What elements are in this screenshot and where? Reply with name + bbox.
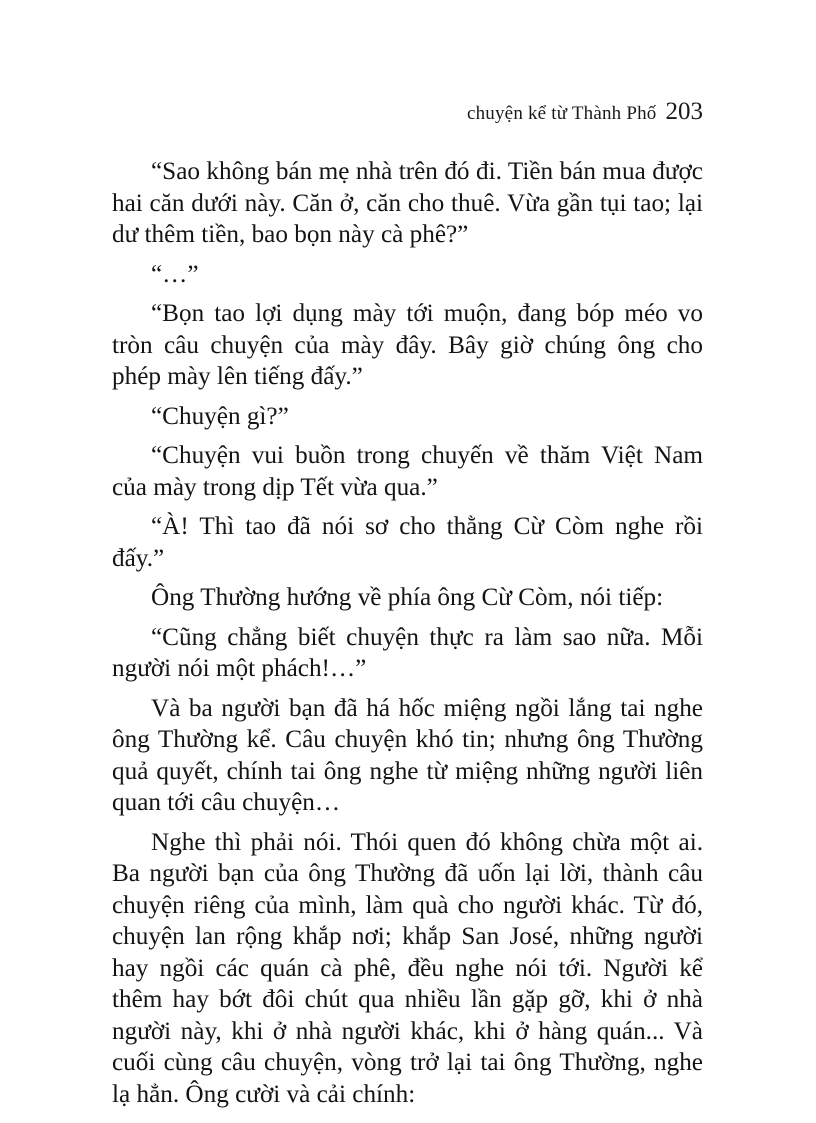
paragraph: Ông Thường hướng về phía ông Cừ Còm, nói tiếp: bbox=[151, 584, 664, 611]
paragraph: “Chuyện vui buồn trong chuyến về thăm Việt Nam của mày trong dịp Tết vừa qua.” bbox=[112, 442, 703, 501]
paragraph: “À! Thì tao đã nói sơ cho thằng Cừ Còm nghe rồi đấy.” bbox=[112, 513, 703, 572]
paragraph: “Chuyện gì?” bbox=[151, 402, 289, 430]
paragraph: “…” bbox=[151, 260, 199, 288]
paragraph: “Cũng chẳng biết chuyện thực ra làm sao nữa. Mỗi người nói một phách!…” bbox=[112, 623, 703, 682]
paragraph: “Sao không bán mẹ nhà trên đó đi. Tiền bán mua được hai căn dưới này. Căn ở, căn cho thuê. Vừa gần tụi tao; lại dư thêm tiền, bao bọn này cà phê?” bbox=[112, 158, 703, 248]
paragraph: Nghe thì phải nói. Thói quen đó không chừa một ai. Ba người bạn của ông Thường đã uốn lại lời, thành câu chuyện riêng của mình, làm quà cho người khác. Từ đó, chuyện lan rộng khắp nơi; khắp San José, những người hay ngồi các quán cà phê, đều nghe nói tới. Người kể thêm hay bớt đôi chút qua nhiều lần gặp gỡ, khi ở nhà người này, khi ở nhà người khác, khi ở hàng quán... Và cuối cùng câu chuyện, vòng trở lại tai ông Thường, nghe lạ hẳn. Ông cười và cải chính: bbox=[112, 828, 703, 1108]
running-header bbox=[467, 98, 703, 126]
page-number: 203 bbox=[665, 98, 703, 125]
running-title: chuyện kể từ Thành Phố bbox=[466, 103, 657, 124]
paragraph: Và ba người bạn đã há hốc miệng ngồi lắng tai nghe ông Thường kể. Câu chuyện khó tin; nhưng ông Thường quả quyết, chính tai ông nghe từ miệng những người liên quan tới câu chuyện… bbox=[112, 694, 703, 816]
body-text bbox=[112, 156, 703, 1118]
paragraph: “Bọn tao lợi dụng mày tới muộn, đang bóp méo vo tròn câu chuyện của mày đây. Bây giờ chúng ông cho phép mày lên tiếng đấy.” bbox=[112, 300, 703, 390]
